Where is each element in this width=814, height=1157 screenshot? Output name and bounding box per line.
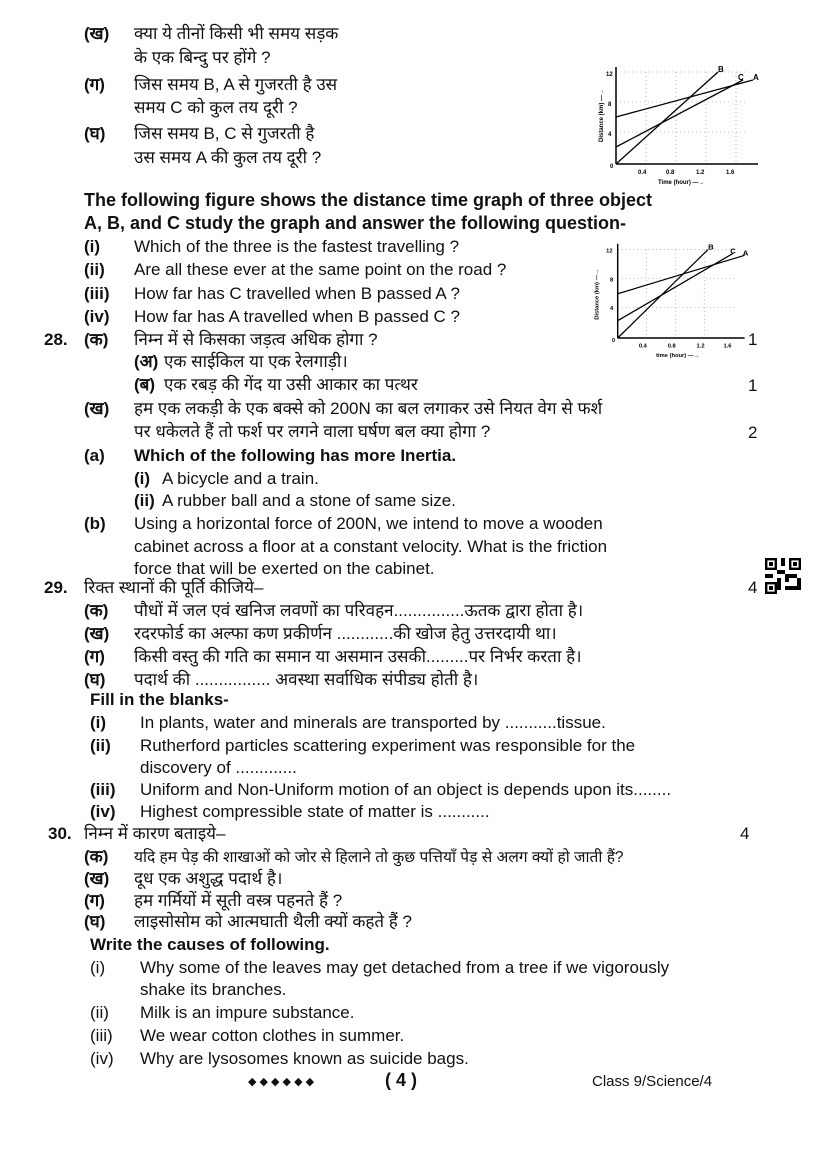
q29-hindi-ka: (क) पौधों में जल एवं खनिज लवणों का परिवहन...............ऊतक द्वारा होता है। — [84, 601, 584, 620]
svg-text:0.4: 0.4 — [638, 343, 647, 350]
q28-english-a: (a) Which of the following has more Inertia. — [84, 446, 457, 465]
paper-code: Class 9/Science/4 — [592, 1073, 713, 1090]
q29-hindi-kha: (ख) रदरफोर्ड का अल्फा कण प्रकीर्णन ............की खोज हेतु उत्तरदायी था। — [84, 624, 557, 643]
q28-english-b: (b) Using a horizontal force of 200N, we intend to move a wooden — [84, 514, 603, 533]
svg-text:0: 0 — [610, 164, 614, 170]
distance-time-graph-english — [590, 238, 758, 363]
q27-hindi-gha: (घ) जिस समय B, C से गुजरती है — [84, 124, 315, 143]
q28-ba-marks: 1 — [748, 376, 758, 395]
svg-text:A: A — [753, 73, 759, 82]
q29-english-iv: (iv) Highest compressible state of matter is ........... — [90, 802, 490, 821]
q28-kha-line2: पर धकेलते हैं तो फर्श पर लगने वाला घर्षण बल क्या होगा ? — [134, 422, 491, 441]
q27-hindi-ga-line2: समय C को कुल तय दूरी ? — [134, 98, 298, 117]
q30-english-title: Write the causes of following. — [90, 935, 330, 954]
q30-hindi-ka: (क) यदि हम पेड़ की शाखाओं को जोर से हिलाने तो कुछ पत्तियाँ पेड़ से अलग क्यों हो जाती हैं? — [84, 847, 624, 866]
q28-kha: (ख) हम एक लकड़ी के एक बक्से को 200N का बल लगाकर उसे नियत वेग से फर्श — [84, 399, 603, 418]
svg-text:4: 4 — [608, 132, 612, 138]
svg-text:1.6: 1.6 — [723, 343, 732, 350]
q27-intro-line2: A, B, and C study the graph and answer the following question- — [84, 213, 627, 233]
svg-text:A: A — [742, 248, 749, 258]
q28-english-b-line2: cabinet across a floor at a constant velocity. What is the friction — [134, 537, 608, 556]
svg-text:0.8: 0.8 — [667, 343, 676, 350]
q27-hindi-kha-line2: के एक बिन्दु पर होंगे ? — [134, 48, 271, 67]
q30-hindi-kha: (ख) दूध एक अशुद्ध पदार्थ है। — [84, 869, 283, 888]
q29-english-iii: (iii) Uniform and Non-Uniform motion of an object is depends upon its........ — [90, 780, 672, 799]
q27-hindi-ga: (ग) जिस समय B, A से गुजरती है उस — [84, 75, 338, 94]
q30-hindi-gha: (घ) लाइसोसोम को आत्मघाती थैली क्यों कहते हैं ? — [84, 912, 413, 931]
q28-ka-marks: 1 — [748, 330, 758, 349]
q27-hindi-kha: (ख) क्या ये तीनों किसी भी समय सड़क — [84, 24, 339, 43]
svg-text:Distance (km) —→: Distance (km) —→ — [594, 268, 601, 320]
svg-text:1.2: 1.2 — [696, 343, 705, 350]
svg-text:C: C — [738, 73, 744, 82]
q28-english-a-i: (i) A bicycle and a train. — [134, 469, 319, 488]
q29-english-ii-line2: discovery of ............. — [140, 758, 297, 777]
svg-text:8: 8 — [610, 277, 614, 284]
svg-text:1.6: 1.6 — [726, 170, 735, 176]
footer-ornament: ◆ ◆ ◆ ◆ ◆ ◆ — [248, 1076, 315, 1088]
q27-intro-line1: The following figure shows the distance time graph of three object — [84, 190, 653, 210]
svg-text:0: 0 — [611, 337, 616, 344]
q30-english-i-line2: shake its branches. — [140, 980, 287, 999]
q28-ba: (ब) एक रबड़ की गेंद या उसी आकार का पत्थर — [134, 375, 418, 394]
svg-text:0.8: 0.8 — [666, 170, 675, 176]
q28-kha-marks: 2 — [748, 423, 758, 442]
q28-a: (अ) एक साईकिल या एक रेलगाड़ी। — [134, 352, 348, 371]
svg-text:B: B — [718, 65, 724, 74]
q30-english-iii: (iii) We wear cotton clothes in summer. — [90, 1026, 405, 1045]
q30-english-iv: (iv) Why are lysosomes known as suicide bags. — [90, 1049, 469, 1068]
svg-text:12: 12 — [606, 72, 613, 78]
q30-hindi-ga: (ग) हम गर्मियों में सूती वस्त्र पहनते हैं ? — [84, 891, 343, 910]
svg-text:C: C — [730, 246, 736, 256]
q29-hindi-gha: (घ) पदार्थ की ................ अवस्था सर्वाधिक संपीड्य होती है। — [84, 670, 479, 689]
q29-english-ii: (ii) Rutherford particles scattering experiment was responsible for the — [90, 736, 636, 755]
svg-text:time (hour) —→: time (hour) —→ — [656, 353, 700, 360]
q27-hindi-gha-line2: उस समय A की कुल तय दूरी ? — [134, 148, 322, 167]
svg-text:4: 4 — [610, 306, 614, 313]
page-number: ( 4 ) — [385, 1070, 418, 1090]
q30-english-i: (i) Why some of the leaves may get detached from a tree if we vigorously — [90, 958, 670, 977]
q28-english-a-ii: (ii) A rubber ball and a stone of same size. — [134, 491, 456, 510]
q30-marks: 4 — [740, 824, 750, 843]
svg-text:Distance (km) —→: Distance (km) —→ — [599, 88, 605, 142]
svg-text:B: B — [708, 242, 714, 252]
q29-hindi-ga: (ग) किसी वस्तु की गति का समान या असमान उसकी.........पर निर्भर करता है। — [84, 647, 582, 666]
svg-text:Time (hour) —→: Time (hour) —→ — [658, 180, 705, 186]
q29-english-i: (i) In plants, water and minerals are transported by ...........tissue. — [90, 713, 606, 732]
svg-text:8: 8 — [608, 102, 612, 108]
q27-item-iv: (iv) How far has A travelled when B passed C ? — [84, 307, 461, 326]
q29-english-title: Fill in the blanks- — [90, 690, 229, 709]
distance-time-graph-hindi — [598, 62, 768, 197]
q29-marks: 4 — [748, 578, 758, 597]
svg-text:0.4: 0.4 — [638, 170, 647, 176]
q27-item-ii: (ii) Are all these ever at the same point on the road ? — [84, 260, 507, 279]
q28-english-b-line3: force that will be exerted on the cabinet. — [134, 559, 435, 578]
q30-title: 30. निम्न में कारण बताइये– — [48, 824, 226, 843]
svg-text:1.2: 1.2 — [696, 170, 705, 176]
q29-title: 29. रिक्त स्थानों की पूर्ति कीजिये– — [44, 578, 264, 597]
q28-ka: 28. (क) निम्न में से किसका जड़त्व अधिक होगा ? — [44, 330, 378, 349]
q30-english-ii: (ii) Milk is an impure substance. — [90, 1003, 355, 1022]
qr-code-icon — [765, 558, 801, 594]
q27-item-i: (i) Which of the three is the fastest travelling ? — [84, 237, 460, 256]
svg-text:12: 12 — [606, 248, 613, 255]
q27-item-iii: (iii) How far has C travelled when B passed A ? — [84, 284, 461, 303]
